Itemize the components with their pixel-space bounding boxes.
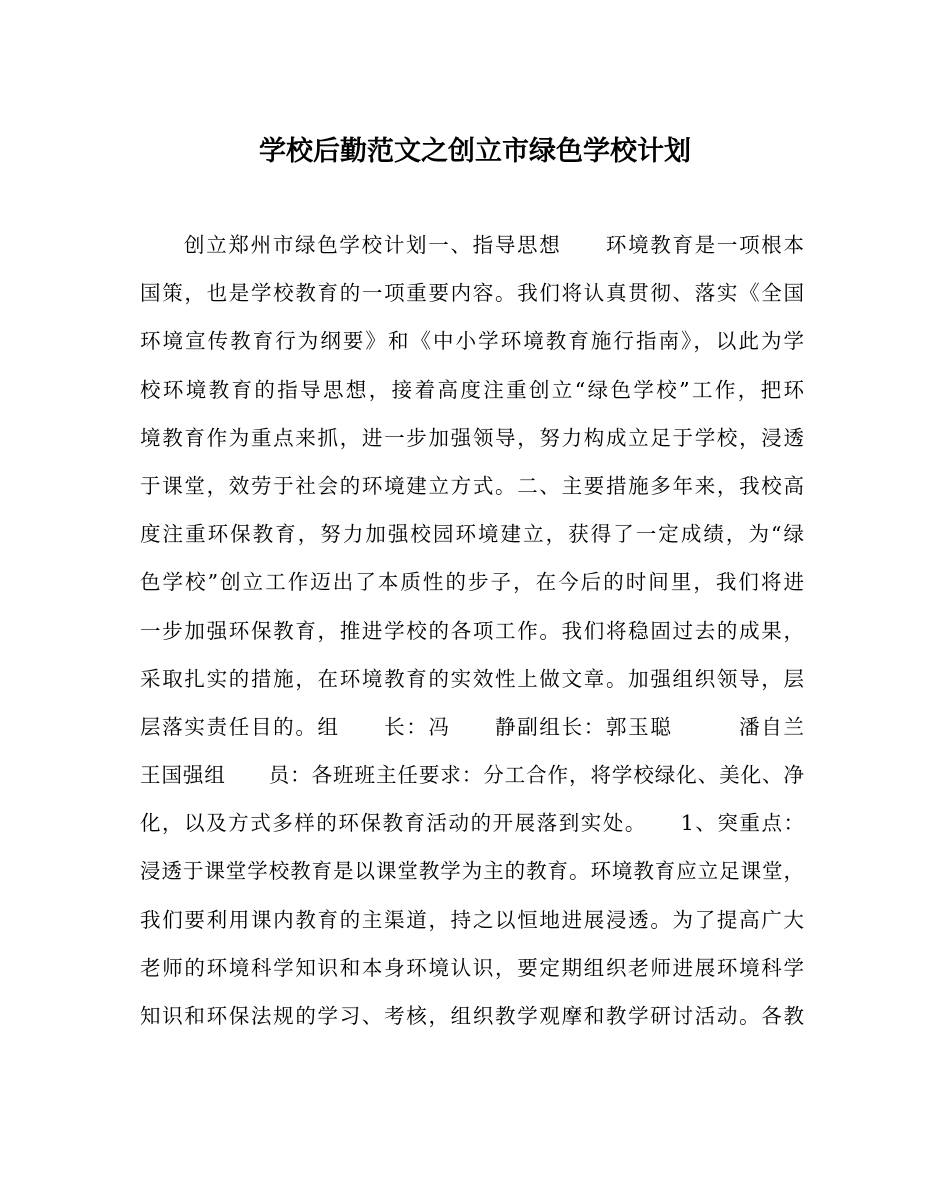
text-line: 我们要利用课内教育的主渠道，持之以恒地进展浸透。为了提高广大 <box>140 907 804 932</box>
text-line: 王国强组 员：各班班主任要求：分工合作，将学校绿化、美化、净 <box>140 763 804 788</box>
text-line: 于课堂，效劳于社会的环境建立方式。二、主要措施多年来，我校高 <box>140 473 804 498</box>
text-line: 一步加强环保教育，推进学校的各项工作。我们将稳固过去的成果， <box>140 618 804 643</box>
text-line: 采取扎实的措施，在环境教育的实效性上做文章。加强组织领导，层 <box>140 666 804 691</box>
text-line: 知识和环保法规的学习、考核，组织教学观摩和教学研讨活动。各教 <box>140 1004 804 1028</box>
text-line: 校环境教育的指导思想，接着高度注重创立“绿色学校”工作，把环 <box>140 377 804 402</box>
text-line: 度注重环保教育，努力加强校园环境建立，获得了一定成绩，为“绿 <box>140 522 804 547</box>
text-line: 国策，也是学校教育的一项重要内容。我们将认真贯彻、落实《全国 <box>140 281 804 306</box>
text-line: 创立郑州市绿色学校计划一、指导思想 环境教育是一项根本 <box>184 233 804 257</box>
text-line: 层落实责任目的。组 长：冯 静副组长：郭玉聪 潘自兰 <box>140 714 804 739</box>
body-paragraph <box>140 221 804 1040</box>
document-title: 学校后勤范文之创立市绿色学校计划 <box>259 136 691 167</box>
text-line: 老师的环境科学知识和本身环境认识，要定期组织老师进展环境科学 <box>140 955 804 980</box>
text-line: 色学校”创立工作迈出了本质性的步子，在今后的时间里，我们将进 <box>140 570 804 595</box>
text-line: 境教育作为重点来抓，进一步加强领导，努力构成立足于学校，浸透 <box>140 425 804 450</box>
text-line: 浸透于课堂学校教育是以课堂教学为主的教育。环境教育应立足课堂， <box>140 859 804 884</box>
text-line: 化，以及方式多样的环保教育活动的开展落到实处。 1、突重点： <box>140 811 804 836</box>
text-line: 环境宣传教育行为纲要》和《中小学环境教育施行指南》，以此为学 <box>140 329 804 354</box>
